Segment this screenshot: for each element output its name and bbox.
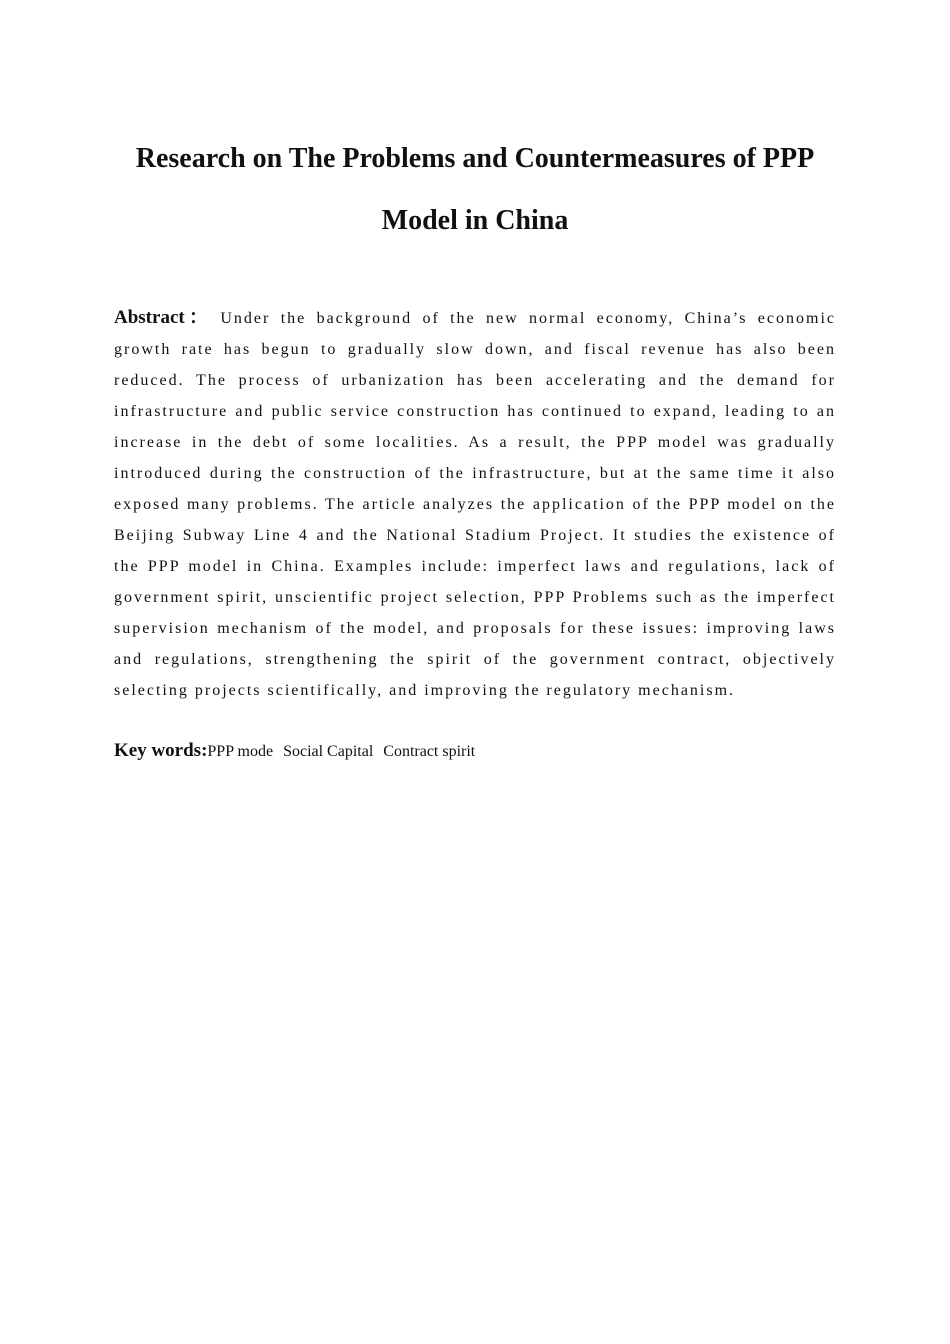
abstract-text: Under the background of the new normal economy, China’s economic growth rate has begun to gradually slow down, and fiscal revenue has also been reduced. The process of urbanization has been accelerating and the demand for infrastructure and public service construction has continued to expand, leading to an increase in the debt of some localities. As a result, the PPP model was gradually introduced during the construction of the infrastructure, but at the same time it also exposed many problems. The article analyzes the application of the PPP model on the Beijing Subway Line 4 and the National Stadium Project. It studies the existence of the PPP model in China. Examples include: imperfect laws and regulations, lack of government spirit, unscientific project selection, PPP Problems such as the imperfect supervision mechanism of the model, and proposals for these issues: improving laws and regulations, strengthening the spirit of the government contract, objectively selecting projects scientifically, and improving the regulatory mechanism.	[114, 310, 836, 699]
keywords-line	[114, 735, 836, 767]
keywords-label: Key words:	[114, 740, 208, 761]
title-line-2: Model in China	[381, 205, 569, 236]
keyword-item: Contract spirit	[383, 743, 476, 760]
title-line-1: Research on The Problems and Countermeasures of PPP	[135, 143, 815, 174]
abstract-colon: ：	[184, 307, 213, 328]
keyword-item: Social Capital	[283, 743, 374, 760]
paper-title	[100, 128, 850, 252]
abstract-paragraph	[114, 302, 836, 706]
abstract-label: Abstract	[114, 307, 185, 328]
keyword-item: PPP mode	[207, 743, 274, 760]
